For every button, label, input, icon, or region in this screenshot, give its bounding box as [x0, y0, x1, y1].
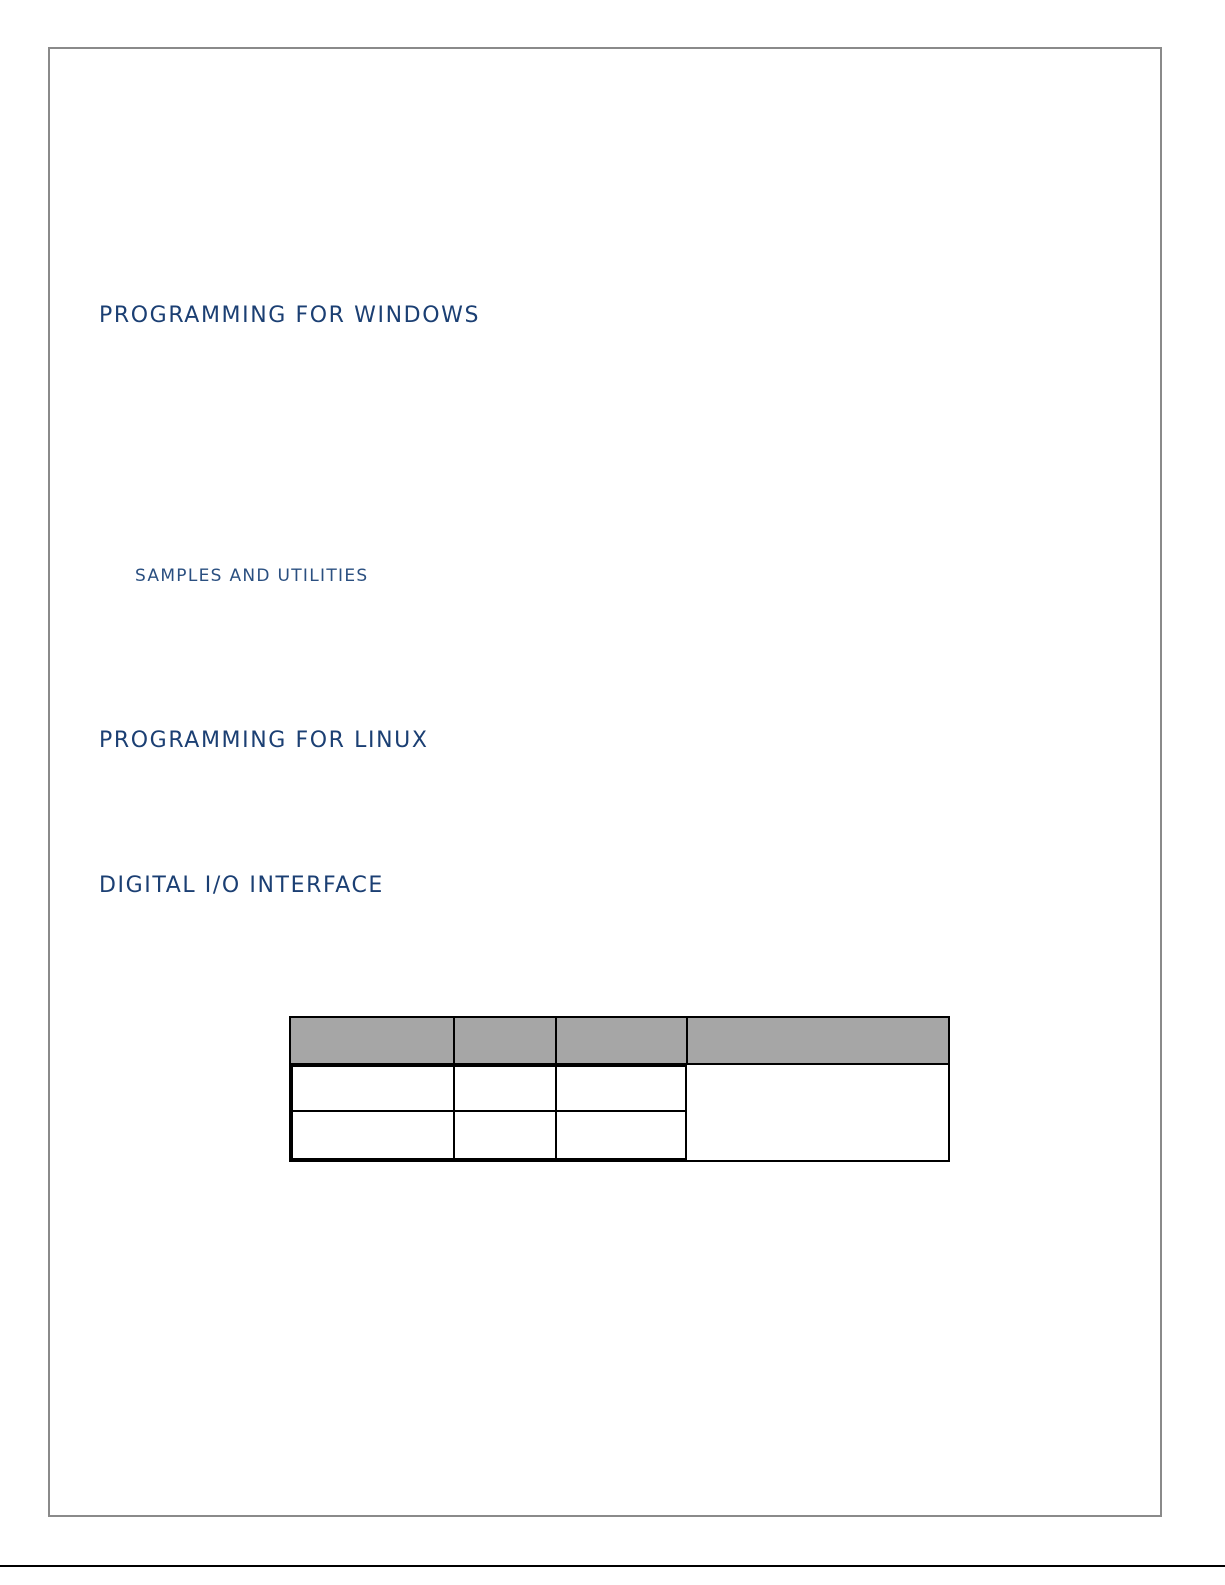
table-cell: [293, 1112, 455, 1158]
heading-programming-for-windows: PROGRAMMING FOR WINDOWS: [99, 303, 481, 328]
table-header-cell: [686, 1016, 950, 1065]
table-header-cell: [289, 1016, 455, 1065]
bottom-divider: [0, 1565, 1225, 1567]
table-cell: [557, 1067, 685, 1112]
table-cell: [557, 1112, 685, 1158]
table-header-cell: [555, 1016, 688, 1065]
digital-io-table: [289, 1016, 950, 1162]
heading-programming-for-linux: PROGRAMMING FOR LINUX: [99, 728, 429, 753]
table-cell: [293, 1067, 455, 1112]
page-border: [48, 47, 1162, 1517]
table-merged-cell: [687, 1063, 950, 1162]
heading-samples-and-utilities: SAMPLES AND UTILITIES: [135, 566, 369, 586]
table-header-cell: [453, 1016, 557, 1065]
heading-digital-io-interface: DIGITAL I/O INTERFACE: [99, 873, 384, 898]
table-cell: [455, 1067, 557, 1112]
table-cell: [455, 1112, 557, 1158]
